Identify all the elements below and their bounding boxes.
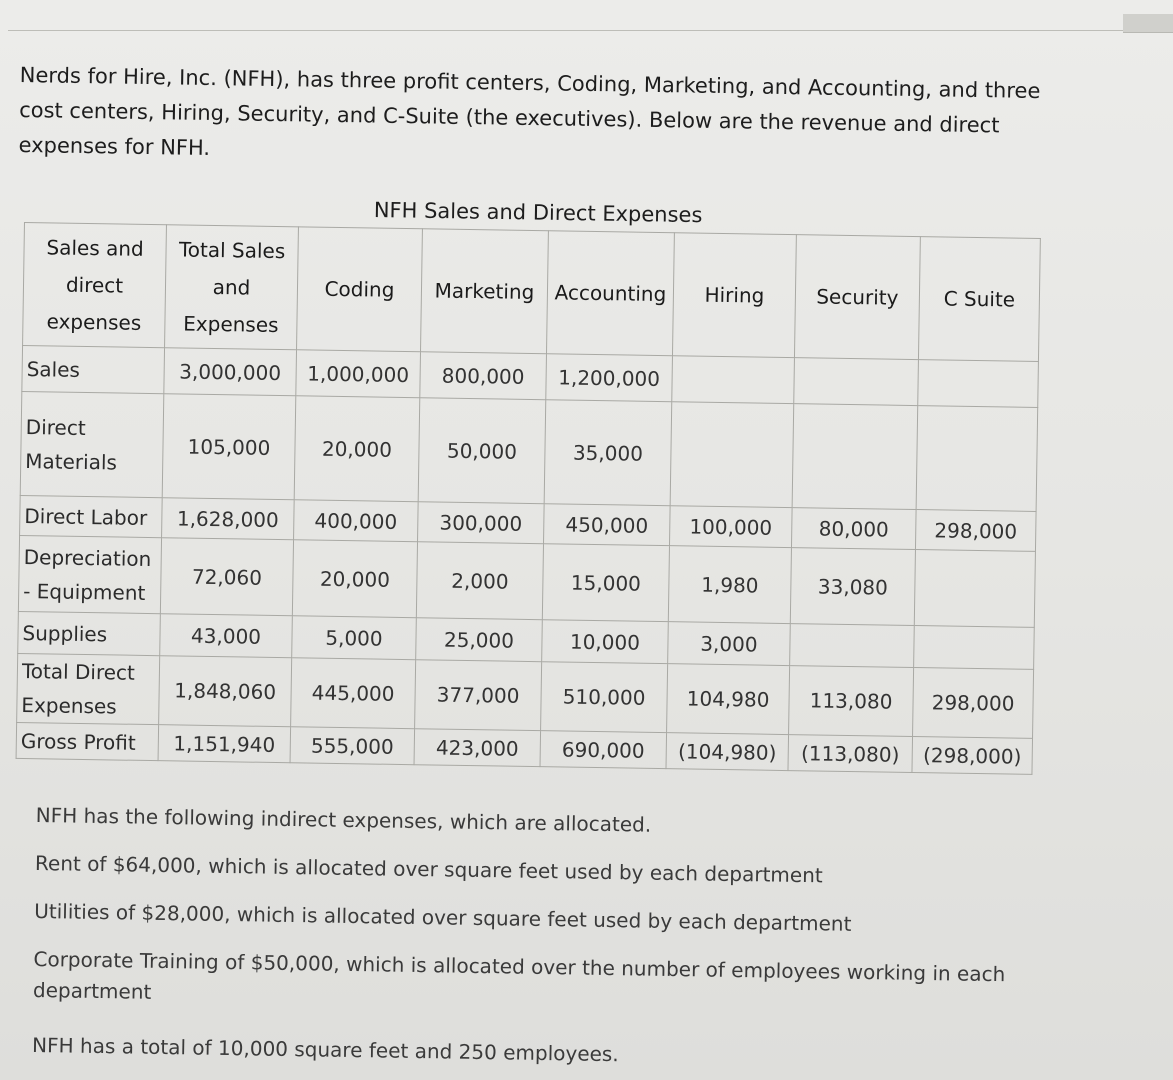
table-cell: 20,000 [294,396,420,502]
table-cell: 690,000 [540,731,667,769]
row-label: Direct Materials [20,391,164,497]
table-cell: 100,000 [669,506,792,548]
row-label: Direct Labor [20,495,163,537]
table-cell: 1,151,940 [158,725,291,763]
row-label: Supplies [18,611,161,655]
table-cell: 298,000 [915,510,1036,552]
table-cell: 15,000 [542,544,669,622]
table-cell [918,360,1039,408]
top-divider [8,30,1123,31]
table-cell: 300,000 [418,502,545,544]
row-label: Total Direct Expenses [17,653,160,724]
table-cell: 1,000,000 [296,350,421,398]
table-cell [914,626,1035,670]
table-cell: (104,980) [666,733,789,771]
table-cell: 445,000 [291,658,416,729]
header-cell: Security [794,235,920,360]
table-cell: 25,000 [416,618,543,662]
table-cell: 423,000 [414,729,541,767]
indirect-intro: NFH has the following indirect expenses, which are allocated. [35,802,652,837]
header-cell: Sales and direct expenses [23,223,167,348]
table-cell: 5,000 [292,616,417,660]
table-title: NFH Sales and Direct Expenses [373,198,703,228]
table-cell [670,402,794,508]
table-cell: 1,200,000 [546,354,673,402]
header-cell: Hiring [672,233,796,358]
table-cell [790,624,915,668]
table-cell: 104,980 [667,664,790,735]
table-cell: 377,000 [415,660,542,731]
intro-paragraph: Nerds for Hire, Inc. (NFH), has three profit centers, Coding, Marketing, and Accounting, and three cost centers, Hiring, Security, and C-Suite (the executives). Below are the revenue and direct expenses for NFH. [18,62,1041,160]
table-cell: 3,000,000 [164,348,297,396]
table-cell: 105,000 [162,394,296,500]
header-cell: Accounting [546,231,674,356]
table-cell: 1,628,000 [162,498,295,540]
sales-expenses-table [16,222,1041,775]
header-cell: Total Sales and Expenses [165,225,299,350]
table-cell: (298,000) [912,737,1033,775]
row-label: Depreciation - Equipment [18,535,161,613]
table-cell [916,406,1038,512]
table-cell: 10,000 [542,620,669,664]
rent-line: Rent of $64,000, which is allocated over square feet used by each department [34,850,823,888]
table-row [20,391,1038,511]
row-label: Sales [22,345,165,393]
table-cell: 33,080 [790,548,915,626]
table-cell: 80,000 [791,508,916,550]
table-cell: 800,000 [420,352,547,400]
table-cell: 50,000 [418,398,546,504]
table-cell: 2,000 [416,542,543,620]
table-cell: 1,848,060 [159,656,292,727]
indirect-expenses-section [32,800,1036,1076]
table-cell: 43,000 [160,614,293,658]
table-cell: (113,080) [788,735,913,773]
sales-expenses-table-wrapper [16,222,1041,775]
table-cell: 400,000 [294,500,419,542]
training-line: Corporate Training of $50,000, which is allocated over the number of employees working in each department [32,946,1006,1004]
table-cell [792,404,918,510]
table-cell: 3,000 [668,622,791,666]
table-cell: 35,000 [544,400,672,506]
table-cell: 72,060 [160,538,293,616]
table-cell: 450,000 [544,504,671,546]
totals-line: NFH has a total of 10,000 square feet and 250 employees. [31,1032,619,1067]
table-cell: 298,000 [913,668,1034,739]
table-cell: 20,000 [292,540,417,618]
table-cell [672,356,795,404]
top-edge-strip [1123,14,1173,33]
table-cell [914,550,1035,628]
table-cell: 510,000 [541,662,668,733]
utilities-line: Utilities of $28,000, which is allocated over square feet used by each department [34,898,852,936]
header-cell: Coding [297,227,423,352]
row-label: Gross Profit [16,722,159,760]
table-cell: 555,000 [290,727,415,765]
table-cell [794,358,919,406]
table-cell: 113,080 [789,666,914,737]
header-cell: Marketing [421,229,549,354]
header-cell: C Suite [918,237,1040,362]
table-header-row [23,223,1041,362]
table-cell: 1,980 [668,546,791,624]
